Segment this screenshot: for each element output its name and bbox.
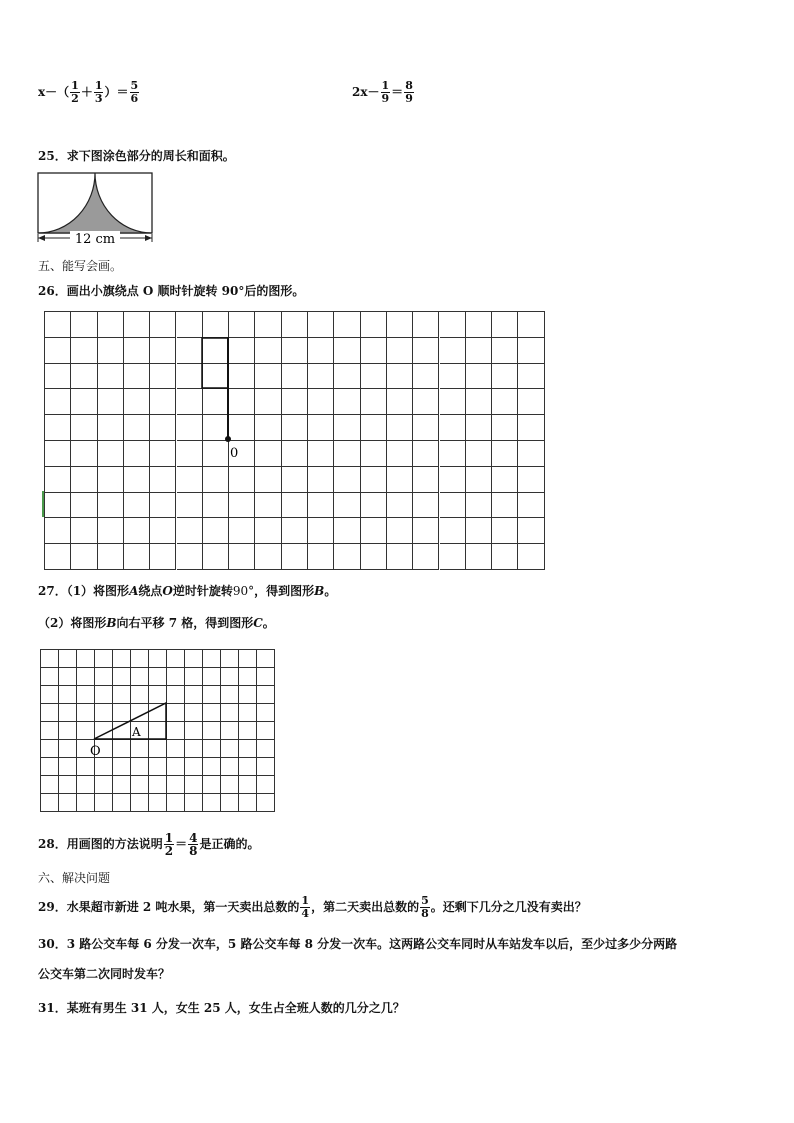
equation-2: 2x－ $\frac{1}{9}$ ＝ $\frac{8}{9}$ — [352, 79, 413, 105]
equation-1: x－（ $\frac{1}{2}$ ＋ $\frac{1}{3}$ ）＝ $\frac{5}{6}$ — [38, 79, 139, 105]
question-28: 28．用画图的方法说明 $\frac{1}{2}$ ＝ $\frac{4}{8}$ 是正确的。 — [38, 831, 260, 858]
triangle-label: A — [132, 725, 141, 739]
fraction: $\frac{1}{9}$ — [381, 79, 390, 105]
section-5-heading: 五、能写会画。 — [38, 259, 123, 273]
dimension-label: 12 cm — [74, 232, 116, 247]
section-6-heading: 六、解决问题 — [38, 871, 111, 885]
question-27-part-2: （2）将图形B向右平移 7 格，得到图形C。 — [38, 616, 275, 630]
fraction: $\frac{4}{8}$ — [189, 831, 198, 858]
question-29: 29．水果超市新进 2 吨水果，第一天卖出总数的 $\frac{1}{4}$ ，第二天卖出总数的 $\frac{5}{8}$ 。还剩下几分之几没有卖出？ — [38, 894, 587, 920]
flag — [202, 338, 228, 388]
question-26: 26．画出小旗绕点 O 顺时针旋转 90°后的图形。 — [38, 284, 305, 298]
fraction: $\frac{1}{4}$ — [301, 894, 310, 920]
flag-figure — [44, 311, 544, 571]
fraction: $\frac{8}{9}$ — [405, 79, 413, 105]
green-marker — [42, 491, 44, 517]
fraction: $\frac{5}{6}$ — [130, 79, 139, 105]
point-o-label: O — [90, 744, 101, 759]
question-31: 31．某班有男生 31 人，女生 25 人，女生占全班人数的几分之几？ — [38, 1001, 405, 1015]
triangle-a — [94, 703, 166, 739]
question-27-part-1: 27．（1）将图形A绕点O逆时针旋转90°，得到图形B。 — [38, 584, 337, 598]
shaded-region — [38, 173, 152, 233]
shaded-figure — [36, 170, 156, 250]
point-label: 0 — [230, 446, 239, 461]
question-30-line-1: 30．3 路公交车每 6 分发一次车，5 路公交车每 8 分发一次车。这两路公交车同时从车站发车以后，至少过多少分两路 — [38, 937, 678, 951]
fraction: $\frac{5}{8}$ — [421, 894, 429, 920]
fraction: $\frac{1}{3}$ — [94, 79, 103, 105]
question-25: 25．求下图涂色部分的周长和面积。 — [38, 149, 235, 163]
fraction: $\frac{1}{2}$ — [71, 79, 79, 105]
fraction: $\frac{1}{2}$ — [164, 831, 174, 858]
point-o — [225, 436, 231, 442]
triangle-figure — [40, 649, 280, 819]
question-30-line-2: 公交车第二次同时发车？ — [38, 967, 171, 981]
